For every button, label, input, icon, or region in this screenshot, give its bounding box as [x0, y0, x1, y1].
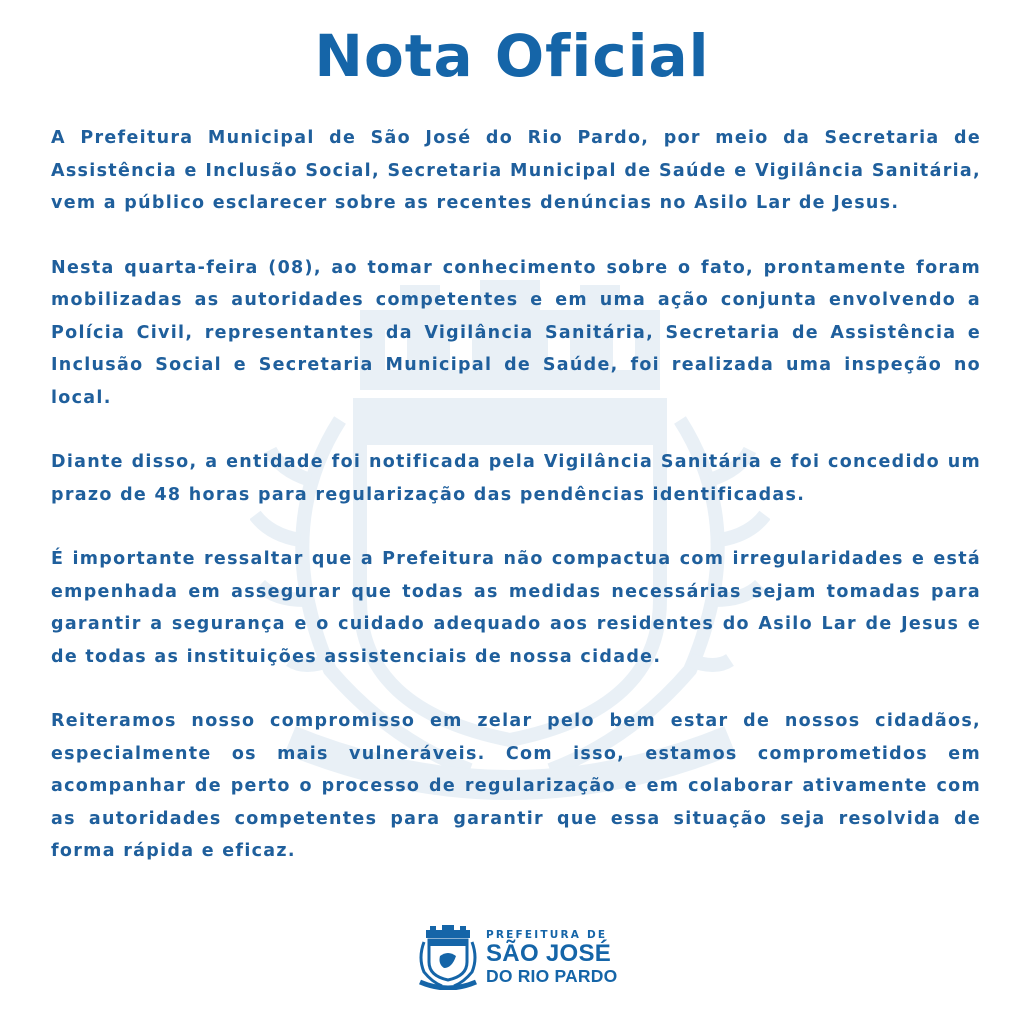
logo-line-rio-pardo: DO RIO PARDO — [486, 966, 618, 986]
paragraph-1: A Prefeitura Municipal de São José do Rio Pardo, por meio da Secretaria de Assistência e Inclusão Social, Secretaria Municipal de Saúde e Vigilância Sanitária, vem a público esclarecer sobre as recentes denúncias no Asilo Lar de Jesus. — [51, 128, 981, 213]
paragraph-2: Nesta quarta-feira (08), ao tomar conhecimento sobre o fato, prontamente foram mobilizadas as autoridades competentes e em uma ação conjunta envolvendo a Polícia Civil, representantes da Vigilância Sanitária, Secretaria de Assistência e Inclusão Social e Secretaria Municipal de Saúde, foi realizada uma inspeção no local. — [51, 257, 981, 408]
prefeitura-logo — [416, 924, 617, 990]
city-crest-icon — [416, 924, 480, 990]
statement-body — [51, 122, 981, 900]
paragraph-3: Diante disso, a entidade foi notificada pela Vigilância Sanitária e foi concedido um prazo de 48 horas para regularização das pendências identificadas. — [51, 452, 981, 505]
logo-line-prefeitura: PREFEITURA DE — [486, 929, 608, 941]
prefeitura-wordmark — [486, 928, 617, 986]
paragraph-5: Reiteramos nosso compromisso em zelar pelo bem estar de nossos cidadãos, especialmente os mais vulneráveis. Com isso, estamos comprometidos em acompanhar de perto o processo de regularização e em colaborar ativamente com as autoridades competentes para garantir que essa situação seja resolvida de forma rápida e eficaz. — [51, 711, 981, 861]
logo-line-sao-jose: SÃO JOSÉ — [486, 940, 612, 967]
page-title: Nota Oficial — [314, 22, 710, 90]
paragraph-4: É importante ressaltar que a Prefeitura não compactua com irregularidades e está empenhada em assegurar que todas as medidas necessárias sejam tomadas para garantir a segurança e o cuidado adequado aos residentes do Asilo Lar de Jesus e de todas as instituições assistenciais de nossa cidade. — [51, 549, 981, 667]
